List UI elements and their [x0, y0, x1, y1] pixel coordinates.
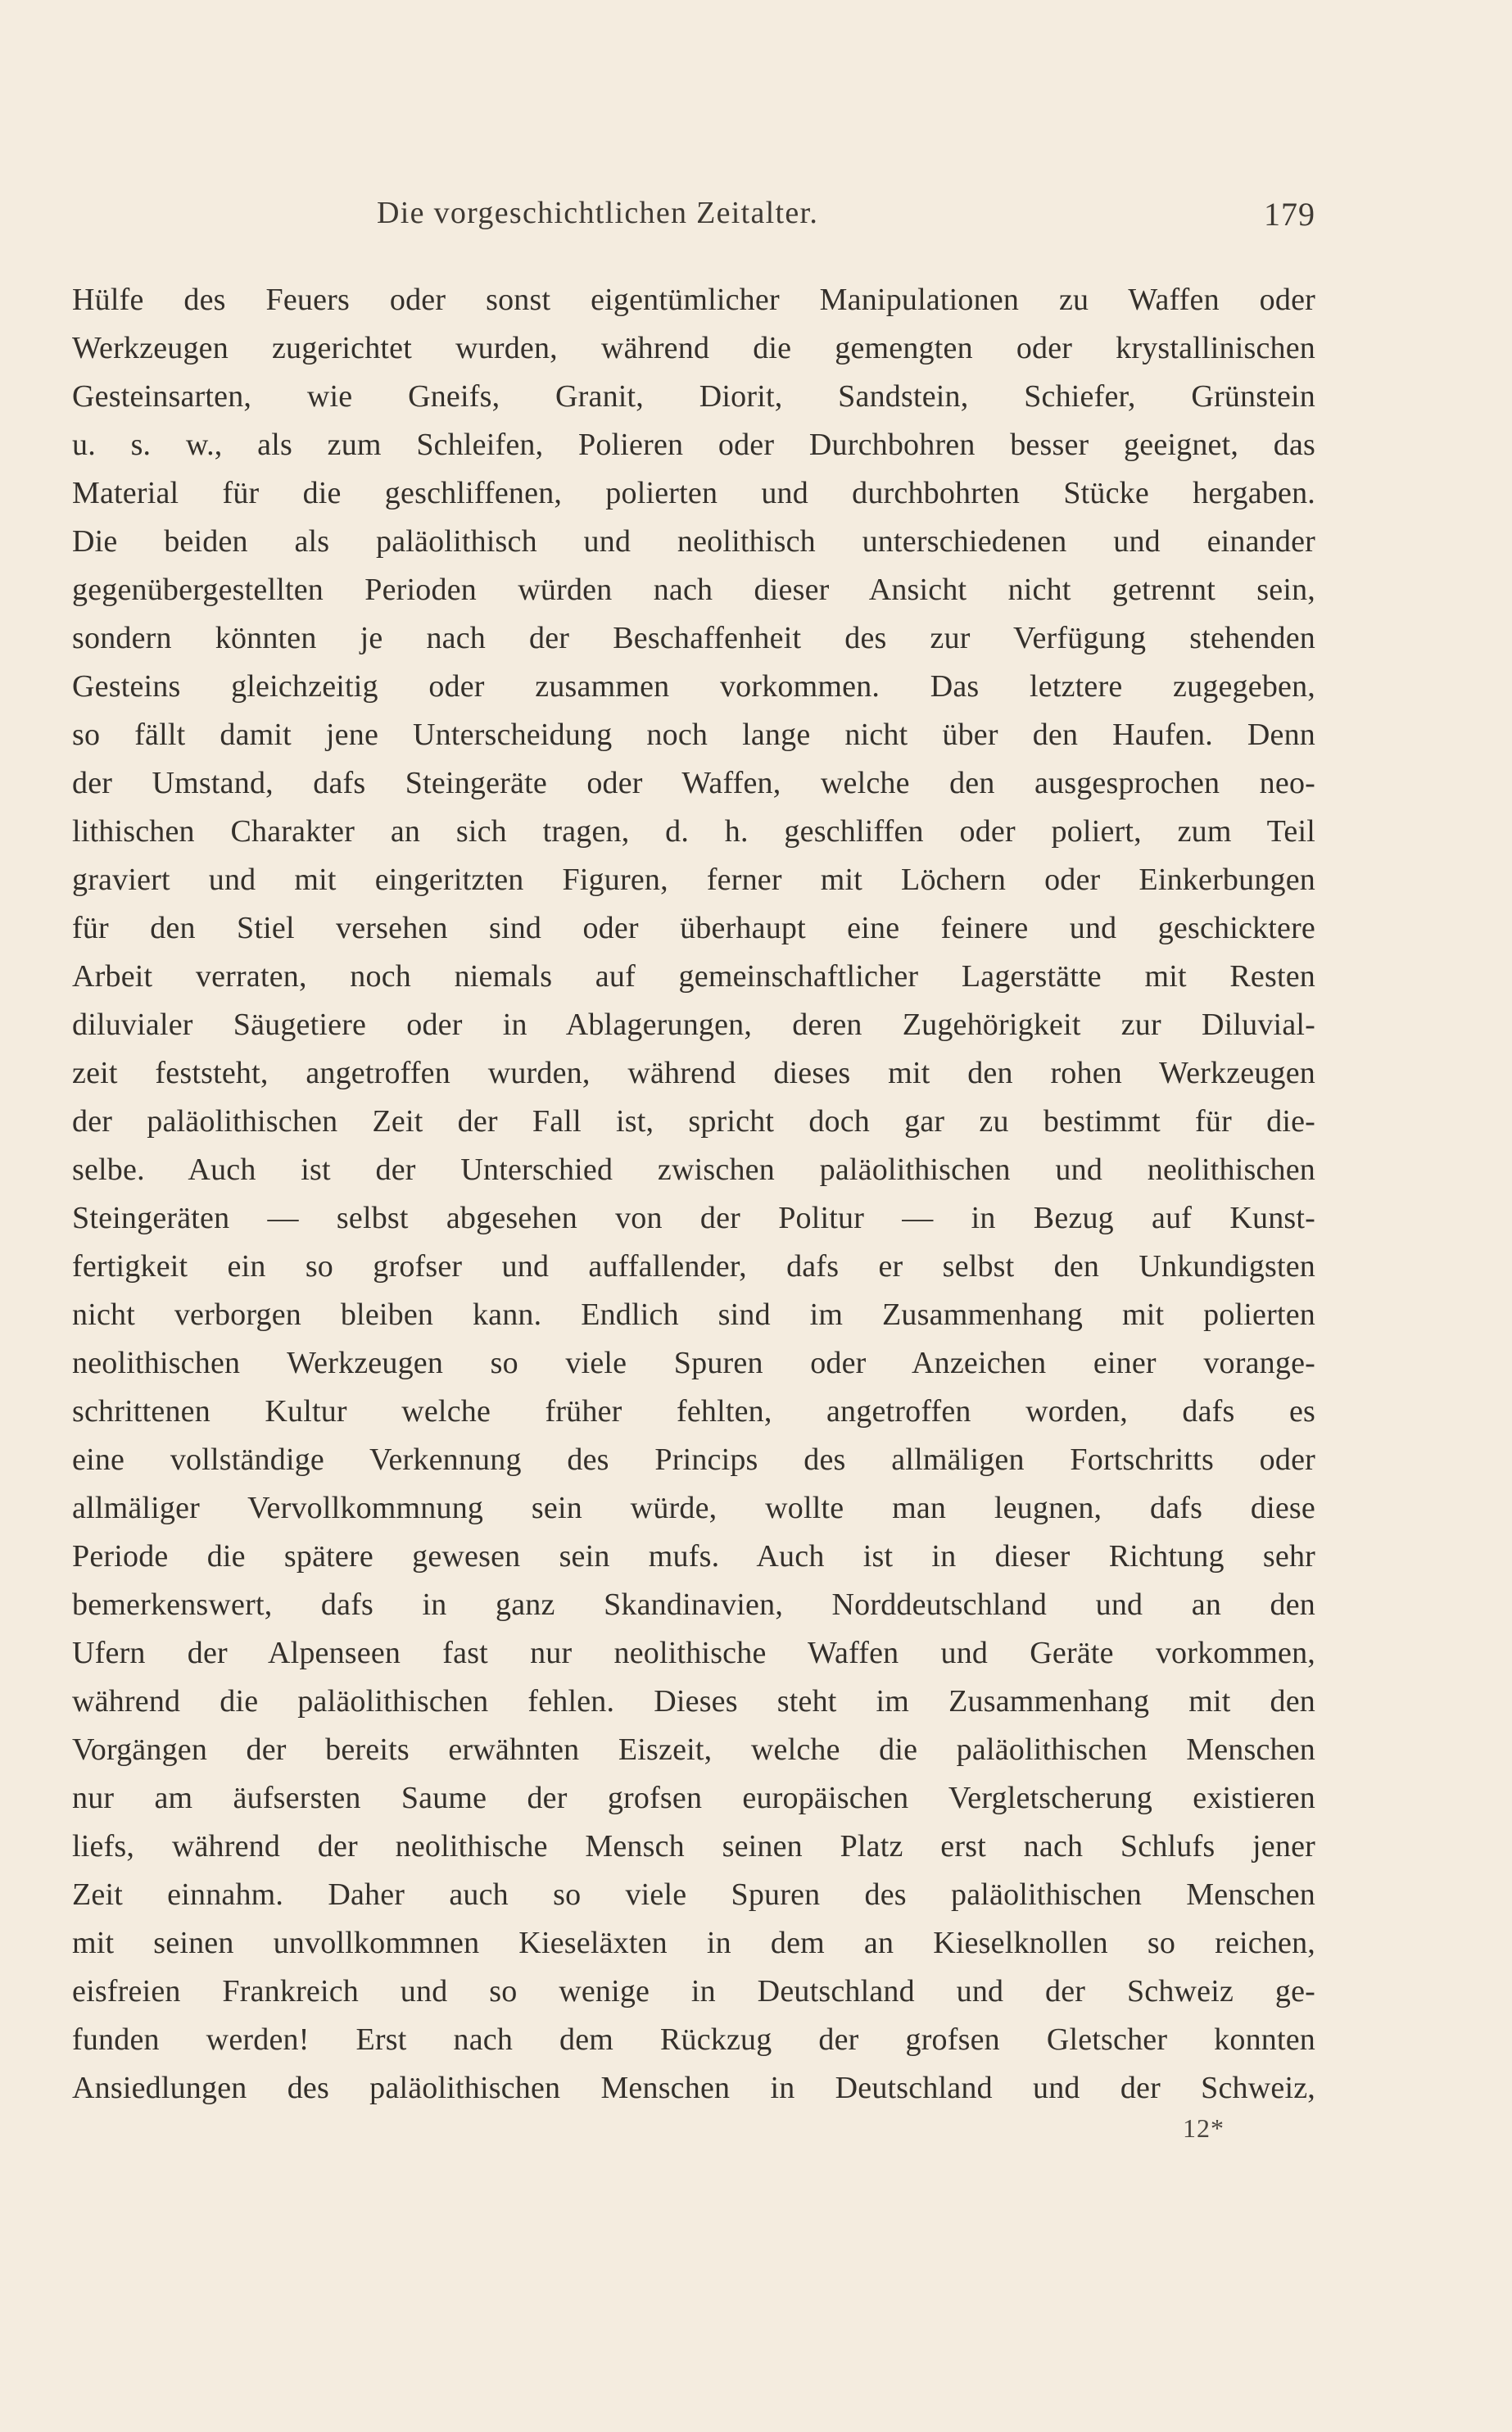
text-line: Gesteins gleichzeitig oder zusammen vorkommen. Das letztere zugegeben,	[72, 669, 1315, 704]
text-line: der paläolithischen Zeit der Fall ist, spricht doch gar zu bestimmt für die-	[72, 1104, 1315, 1139]
text-line: nicht verborgen bleiben kann. Endlich sind im Zusammenhang mit polierten	[72, 1298, 1315, 1332]
text-line: mit seinen unvollkommnen Kieseläxten in dem an Kieselknollen so reichen,	[72, 1926, 1315, 1960]
text-line: Hülfe des Feuers oder sonst eigentümlicher Manipulationen zu Waffen oder	[72, 283, 1315, 317]
text-line: eisfreien Frankreich und so wenige in Deutschland und der Schweiz ge-	[72, 1974, 1315, 2009]
text-line: selbe. Auch ist der Unterschied zwischen paläolithischen und neolithischen	[72, 1153, 1315, 1187]
text-line: Ufern der Alpenseen fast nur neolithische Waffen und Geräte vorkommen,	[72, 1636, 1315, 1670]
text-line: Ansiedlungen des paläolithischen Menschen in Deutschland und der Schweiz,	[72, 2071, 1315, 2105]
text-line: der Umstand, dafs Steingeräte oder Waffen, welche den ausgesprochen neo-	[72, 766, 1315, 800]
text-line: Periode die spätere gewesen sein mufs. Auch ist in dieser Richtung sehr	[72, 1539, 1315, 1574]
text-line: so fällt damit jene Unterscheidung noch lange nicht über den Haufen. Denn	[72, 718, 1315, 752]
text-line: eine vollständige Verkennung des Princips des allmäligen Fortschritts oder	[72, 1442, 1315, 1477]
text-line: Zeit einnahm. Daher auch so viele Spuren des paläolithischen Menschen	[72, 1877, 1315, 1912]
text-line: Werkzeugen zugerichtet wurden, während die gemengten oder krystallinischen	[72, 331, 1315, 365]
text-line: schrittenen Kultur welche früher fehlten, angetroffen worden, dafs es	[72, 1394, 1315, 1429]
text-line: Die beiden als paläolithisch und neolithisch unterschiedenen und einander	[72, 524, 1315, 559]
text-line: bemerkenswert, dafs in ganz Skandinavien, Norddeutschland und an den	[72, 1587, 1315, 1622]
page-number: 179	[1264, 196, 1315, 233]
text-line: nur am äufsersten Saume der grofsen europäischen Vergletscherung existieren	[72, 1781, 1315, 1815]
text-line: zeit feststeht, angetroffen wurden, während dieses mit den rohen Werkzeugen	[72, 1056, 1315, 1090]
page-header	[72, 195, 1315, 244]
text-line: neolithischen Werkzeugen so viele Spuren oder Anzeichen einer vorange-	[72, 1346, 1315, 1380]
text-line: fertigkeit ein so grofser und auffallender, dafs er selbst den Unkundigsten	[72, 1249, 1315, 1284]
text-line: liefs, während der neolithische Mensch seinen Platz erst nach Schlufs jener	[72, 1829, 1315, 1864]
text-line: u. s. w., als zum Schleifen, Polieren oder Durchbohren besser geeignet, das	[72, 428, 1315, 462]
text-line: für den Stiel versehen sind oder überhaupt eine feinere und geschicktere	[72, 911, 1315, 945]
text-line: Arbeit verraten, noch niemals auf gemeinschaftlicher Lagerstätte mit Resten	[72, 959, 1315, 994]
text-line: sondern könnten je nach der Beschaffenheit des zur Verfügung stehenden	[72, 621, 1315, 655]
text-line: während die paläolithischen fehlen. Dieses steht im Zusammenhang mit den	[72, 1684, 1315, 1719]
text-line: allmäliger Vervollkommnung sein würde, wollte man leugnen, dafs diese	[72, 1491, 1315, 1525]
text-line: Vorgängen der bereits erwähnten Eiszeit, welche die paläolithischen Menschen	[72, 1732, 1315, 1767]
text-line: gegenübergestellten Perioden würden nach dieser Ansicht nicht getrennt sein,	[72, 573, 1315, 607]
text-line: graviert und mit eingeritzten Figuren, ferner mit Löchern oder Einkerbungen	[72, 863, 1315, 897]
body-text	[72, 276, 1315, 2113]
text-line: lithischen Charakter an sich tragen, d. h. geschliffen oder poliert, zum Teil	[72, 814, 1315, 849]
running-title: Die vorgeschichtlichen Zeitalter.	[377, 196, 819, 230]
text-line: funden werden! Erst nach dem Rückzug der grofsen Gletscher konnten	[72, 2022, 1315, 2057]
text-line: diluvialer Säugetiere oder in Ablagerungen, deren Zugehörigkeit zur Diluvial-	[72, 1008, 1315, 1042]
text-line: Material für die geschliffenen, polierten und durchbohrten Stücke hergaben.	[72, 476, 1315, 510]
text-line: Gesteinsarten, wie Gneifs, Granit, Diorit, Sandstein, Schiefer, Grünstein	[72, 379, 1315, 414]
text-line: Steingeräten — selbst abgesehen von der Politur — in Bezug auf Kunst-	[72, 1201, 1315, 1235]
signature-mark: 12*	[1183, 2113, 1225, 2143]
